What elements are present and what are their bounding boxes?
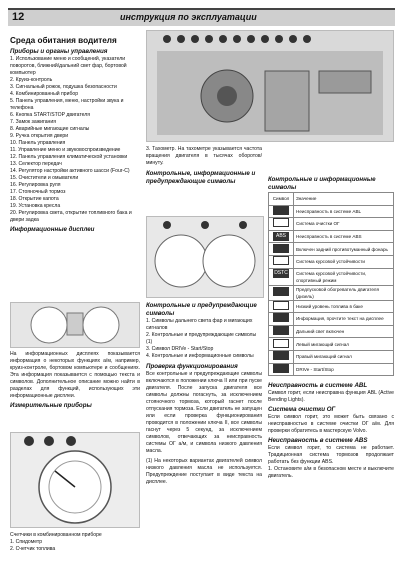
info-displays-title: Информационные дисплеи — [10, 226, 95, 233]
symbol-row — [269, 363, 394, 376]
symbol-icon — [273, 313, 289, 322]
page-number: 12 — [12, 11, 25, 23]
control-item: 4. Комбинированный прибор — [10, 91, 79, 97]
info-text: На информационных дисплеях показывается информация о некоторых функциях а/м, например, круиз-контроле, бортовом компьютере и сообщениях. Эта информация показывается с помощью текста и символов. Дополнительное описание можно найти в разделах для функций, использующих эти информационные дисплеи. — [10, 351, 140, 399]
ctrl-symbols-title: Контрольные, информационные и предупреждающие символы — [146, 170, 256, 185]
function-check-text: Все контрольные и предупреждающие символы включаются в положении ключа II или при пуске двигателя. После запуска двигателя все символы должны погаснуть, за исключением стояночного тормоза, который гаснет после отпускания тормоза. Если двигатель не запущен или если проверка функционирования проводится в положении ключа II, все символы гаснут через 5 секунд, за исключением символов, отвечающих за неисправность системы ОГ а/м, и символа низкого давления масла. — [146, 371, 262, 454]
symbol-row — [269, 243, 394, 256]
symbol-icon — [273, 339, 289, 348]
symbol-meaning: Система очистки ОГ — [294, 218, 394, 231]
page-header — [8, 8, 395, 26]
symbol-icon — [273, 301, 289, 310]
control-item: 2. Круиз-контроль — [10, 77, 53, 83]
symbol-meaning: Неисправность в системе ABL — [294, 205, 394, 218]
symbol-icon — [273, 218, 289, 227]
symbol-icon — [273, 256, 289, 265]
control-item: 13. Селектор передач — [10, 161, 62, 167]
function-check-title: Проверка функционирования — [146, 363, 238, 370]
control-item: 19. Установка кресла — [10, 203, 61, 209]
symbol-row — [269, 300, 394, 313]
control-item: 14. Регулятор настройки активного шасси (Four-C) — [10, 168, 130, 174]
symbol-row — [269, 285, 394, 300]
control-item: 9. Ручка открытия двери — [10, 133, 69, 139]
abl-title: Неисправность в системе ABL — [268, 382, 368, 390]
abl-text: Символ горит, если неисправна функция ABL (Active Bending Lights). — [268, 390, 394, 404]
info-display-image — [10, 302, 140, 348]
control-item: 16. Регулировка руля — [10, 182, 61, 188]
control-item: 7. Замок зажигания — [10, 119, 56, 125]
warning-symbols-title: Контрольные и предупреждающие символы — [146, 302, 257, 317]
symbol-icon: ABS — [273, 232, 289, 241]
control-item: 18. Открытие капота — [10, 196, 59, 202]
symbols-table-title: Контрольные и информационные символы — [268, 176, 376, 191]
symbol-icon — [273, 364, 289, 373]
symbol-meaning: Включен задний противотуманный фонарь — [294, 243, 394, 256]
control-item: 12. Панель управления климатической установки — [10, 154, 128, 160]
abs-text: Если символ горит, то система не работает. Традиционная система тормозов продолжает работать без функции ABS. — [268, 445, 394, 466]
symbol-row — [269, 313, 394, 326]
symbol-row — [269, 255, 394, 268]
symbol-icon — [273, 351, 289, 360]
symbols-table — [268, 192, 394, 376]
abs-step: 1. Остановите а/м в безопасном месте и выключите двигатель. — [268, 466, 394, 480]
symbol-meaning: Левый мигающий сигнал — [294, 338, 394, 351]
dashboard-image — [146, 30, 394, 142]
symbol-row — [269, 325, 394, 338]
section-title: Среда обитания водителя — [10, 36, 117, 45]
symbol-meaning: Система курсовой устойчивости — [294, 255, 394, 268]
abs-title: Неисправность в системе ABS — [268, 437, 368, 445]
symbol-meaning: Система курсовой устойчивости, спортивный режим — [294, 268, 394, 285]
cluster-image — [146, 216, 264, 298]
gauges-image — [10, 432, 140, 528]
symbol-row — [269, 205, 394, 218]
symbol-meaning: DRIVe - Start/Stop — [294, 363, 394, 376]
gauges-caption: Счетчики в комбинированном приборе — [10, 532, 102, 538]
left-column — [10, 36, 140, 234]
function-check-note: (1) На некоторых вариантах двигателей символ низкого давления масла не используется. Предупреждение поступает в виде текста на дисплее. — [146, 458, 262, 485]
control-item: 1. Использование меню и сообщений, указатели поворотов, ближний/дальний свет фар, бортовой компьютер — [10, 56, 127, 76]
warning-symbols-list — [146, 318, 262, 360]
right-column — [268, 176, 394, 480]
symbol-meaning: Предпусковой обогреватель двигателя (дизель) — [294, 285, 394, 300]
exhaust-text: Если символ горит, это может быть связано с неисправностью в системе очистки ОГ а/м. Для проверки обратитесь в мастерскую Volvo. — [268, 414, 394, 435]
control-item: 20. Регулировка света, открытие топливного бака и двери задка — [10, 210, 132, 223]
symbol-icon — [273, 326, 289, 335]
header-title: инструкция по эксплуатации — [120, 12, 257, 22]
control-item: 3. Сигнальный рожок, подушка безопасности — [10, 84, 117, 90]
symbol-meaning: Неисправность в системе ABS — [294, 230, 394, 243]
col-symbol-header: Символ — [269, 193, 294, 206]
symbol-row — [269, 268, 394, 285]
gauge-item-1: 1. Спидометр — [10, 539, 43, 545]
symbol-icon: DSTC SPORT — [273, 269, 291, 285]
control-item: 15. Очистители и омыватели — [10, 175, 79, 181]
control-item: 6. Кнопка START/STOP двигателя — [10, 112, 91, 118]
col-meaning-header: Значение — [294, 193, 394, 206]
symbol-meaning: Низкий уровень топлива в баке — [294, 300, 394, 313]
control-item: 17. Стояночный тормоз — [10, 189, 66, 195]
symbol-meaning: Дальний свет включен — [294, 325, 394, 338]
symbol-icon — [273, 206, 289, 215]
gauge-item-2: 2. Счетчик топлива — [10, 546, 56, 552]
symbol-row — [269, 338, 394, 351]
control-item: 10. Панель управления — [10, 140, 66, 146]
symbol-row — [269, 218, 394, 231]
warning-item: 1. Символы дальнего света фар и мигающих сигналов — [146, 318, 253, 331]
warning-item: 4. Контрольные и информационные символы — [146, 353, 254, 359]
symbol-row — [269, 350, 394, 363]
warning-item: 2. Контрольные и предупреждающие символы (1) — [146, 332, 257, 345]
symbol-icon — [273, 287, 289, 296]
subsection-title: Приборы и органы управления — [10, 48, 108, 55]
warning-item: 3. Символ DRIVe - Start/Stop — [146, 346, 214, 352]
symbol-meaning: Информация, прочтите текст на дисплее — [294, 313, 394, 326]
symbol-icon — [273, 244, 289, 253]
controls-list — [10, 56, 140, 224]
exhaust-title: Система очистки ОГ — [268, 406, 336, 414]
tachometer-text: 3. Тахометр. На тахометре указывается частота вращения двигателя в тысячах оборотов/минуту. — [146, 146, 262, 166]
symbol-meaning: Правый мигающий сигнал — [294, 350, 394, 363]
control-item: 8. Аварийные мигающие сигналы — [10, 126, 90, 132]
gauges-title: Измерительные приборы — [10, 402, 92, 409]
control-item: 5. Панель управления, меню, настройки звука и телефона — [10, 98, 124, 111]
symbol-row — [269, 230, 394, 243]
control-item: 11. Управление меню и звуковоспроизведение — [10, 147, 121, 153]
